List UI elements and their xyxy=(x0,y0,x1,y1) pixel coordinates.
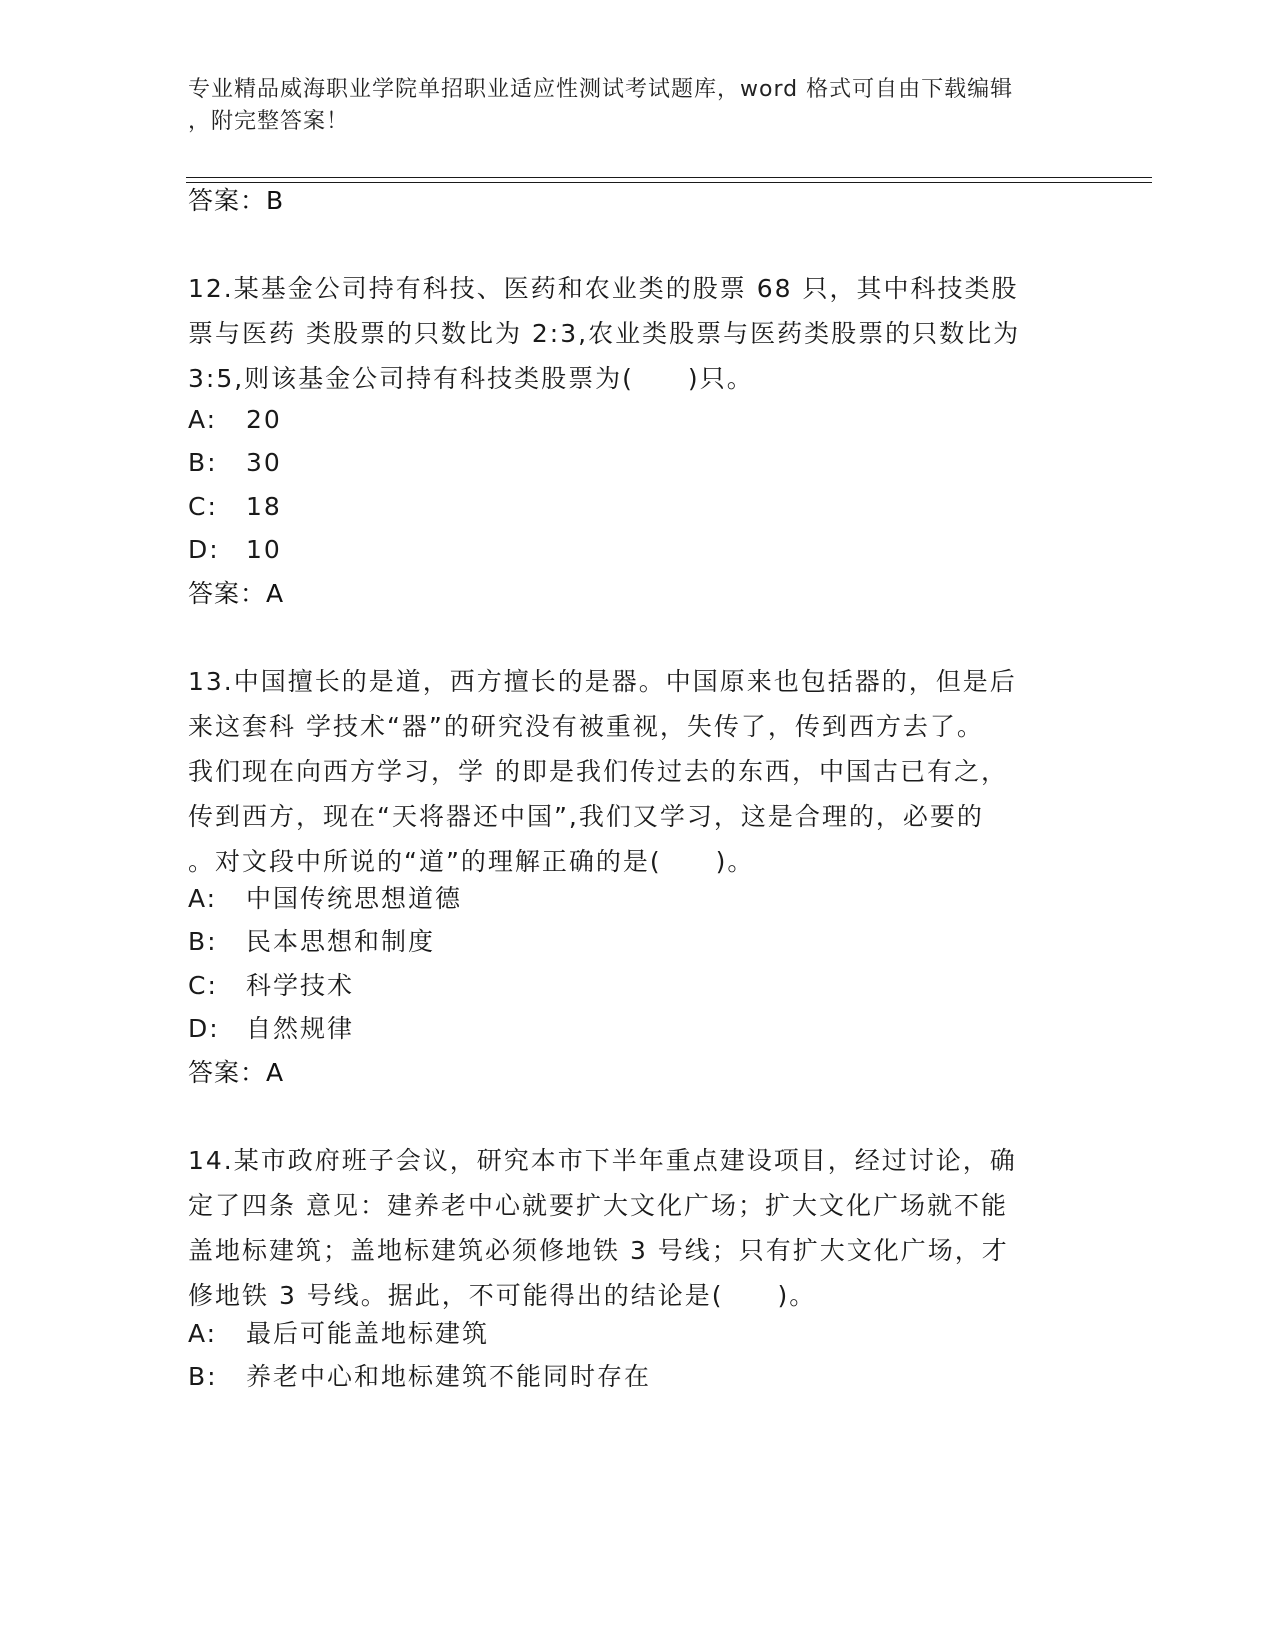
option-text: 中国传统思想道德 xyxy=(246,884,463,913)
option-text: 最后可能盖地标建筑 xyxy=(246,1319,490,1348)
option-b xyxy=(188,927,435,957)
question-text-line: 3:5,则该基金公司持有科技类股票为( )只。 xyxy=(188,364,754,393)
option-text: 民本思想和制度 xyxy=(246,927,436,956)
question-text-line: 传到西方，现在“天将器还中国”,我们又学习，这是合理的，必要的 xyxy=(188,802,984,831)
header-rule xyxy=(186,182,1152,183)
option-c xyxy=(188,971,354,1001)
option-text: 自然规律 xyxy=(246,1014,355,1043)
option-c xyxy=(188,492,282,522)
answer-label: 答案：A xyxy=(188,579,285,608)
option-letter: B: xyxy=(188,448,218,477)
question-text-line: 定了四条 意见：建养老中心就要扩大文化广场；扩大文化广场就不能 xyxy=(188,1191,1008,1220)
document-header xyxy=(188,74,1068,138)
question-12 xyxy=(188,266,1088,401)
question-14 xyxy=(188,1138,1088,1318)
option-text: 养老中心和地标建筑不能同时存在 xyxy=(246,1362,652,1391)
option-letter: C: xyxy=(188,492,218,521)
header-rule xyxy=(186,177,1152,178)
option-a xyxy=(188,884,462,914)
option-text: 18 xyxy=(246,492,282,521)
option-letter: D: xyxy=(188,1014,220,1043)
option-letter: B: xyxy=(188,927,218,956)
option-text: 20 xyxy=(246,405,282,434)
question-13 xyxy=(188,659,1088,884)
option-b xyxy=(188,1362,651,1392)
header-line: ，附完整答案！ xyxy=(188,109,350,134)
answer-label: 答案：B xyxy=(188,186,285,215)
option-letter: B: xyxy=(188,1362,218,1391)
question-text-line: 来这套科 学技术“器”的研究没有被重视，失传了，传到西方去了。 xyxy=(188,712,984,741)
option-d xyxy=(188,535,282,565)
option-d xyxy=(188,1014,354,1044)
option-text: 科学技术 xyxy=(246,971,355,1000)
question-text-line: 修地铁 3 号线。据此，不可能得出的结论是( )。 xyxy=(188,1281,817,1310)
question-text-line: 我们现在向西方学习，学 的即是我们传过去的东西，中国古已有之， xyxy=(188,757,1008,786)
option-letter: C: xyxy=(188,971,218,1000)
question-text-line: 盖地标建筑；盖地标建筑必须修地铁 3 号线；只有扩大文化广场，才 xyxy=(188,1236,1009,1265)
question-text-line: 。对文段中所说的“道”的理解正确的是( )。 xyxy=(188,847,755,876)
question-text-line: 13.中国擅长的是道，西方擅长的是器。中国原来也包括器的，但是后 xyxy=(188,667,1017,696)
option-text: 10 xyxy=(246,535,282,564)
question-text-line: 12.某基金公司持有科技、医药和农业类的股票 68 只，其中科技类股 xyxy=(188,274,1019,303)
option-text: 30 xyxy=(246,448,282,477)
header-line: 专业精品威海职业学院单招职业适应性测试考试题库，word 格式可自由下载编辑 xyxy=(188,77,1014,102)
question-text-line: 票与医药 类股票的只数比为 2:3,农业类股票与医药类股票的只数比为 xyxy=(188,319,1021,348)
option-letter: A: xyxy=(188,405,218,434)
option-letter: D: xyxy=(188,535,220,564)
question-text-line: 14.某市政府班子会议，研究本市下半年重点建设项目，经过讨论，确 xyxy=(188,1146,1017,1175)
option-letter: A: xyxy=(188,884,218,913)
option-b xyxy=(188,448,282,478)
option-letter: A: xyxy=(188,1319,218,1348)
option-a xyxy=(188,405,282,435)
option-a xyxy=(188,1319,489,1349)
answer-label: 答案：A xyxy=(188,1058,285,1087)
